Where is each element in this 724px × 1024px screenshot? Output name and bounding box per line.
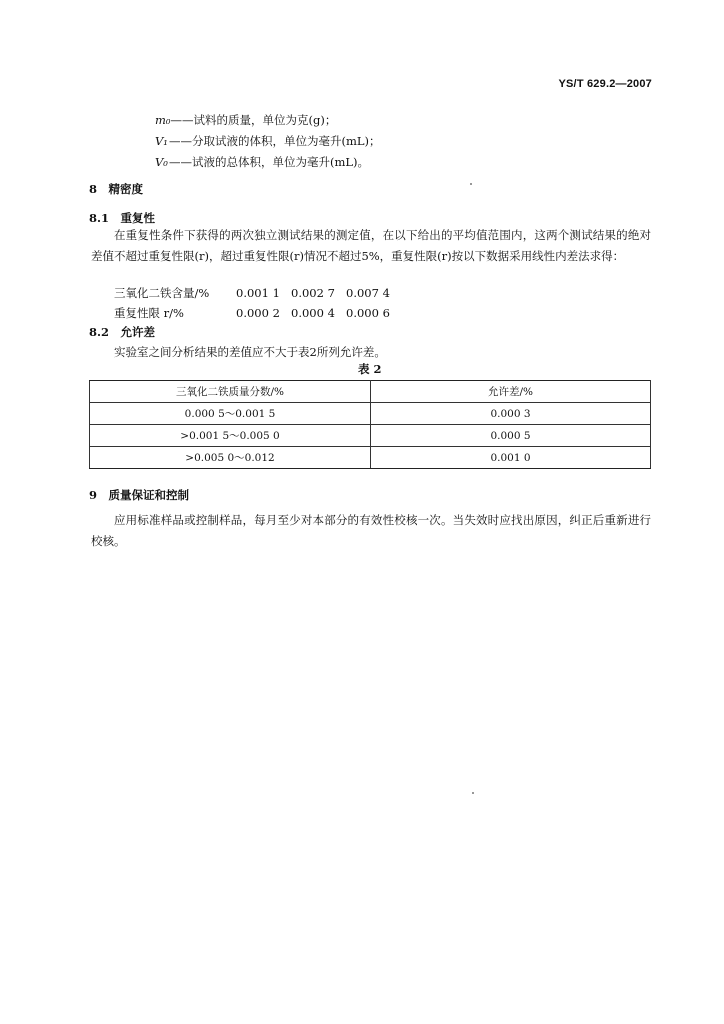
- table-header-row: [90, 381, 651, 403]
- variable-v1: [155, 133, 381, 149]
- section-8-2-heading: 8.2 允许差: [89, 325, 156, 339]
- section-8-heading: 8 精密度: [89, 182, 144, 196]
- section-9-heading: 9 质量保证和控制: [89, 488, 190, 502]
- table-cell: >0.001 5～0.005 0: [90, 425, 371, 447]
- variable-symbol: V₀: [155, 155, 168, 169]
- repeatability-label: 重复性限 r/%: [114, 306, 184, 320]
- variable-definition: ——试液的总体积，单位为毫升(mL)。: [169, 155, 370, 169]
- content-label: 三氧化二铁含量/%: [114, 286, 210, 300]
- table-cell: 0.000 5: [371, 425, 651, 447]
- scan-speck: [470, 183, 472, 185]
- repeatability-value: 0.000 2: [236, 306, 280, 320]
- quality-control-paragraph: 应用标准样品或控制样品，每月至少对本部分的有效性校核一次。当失效时应找出原因，纠正后重新进行校核。: [91, 513, 651, 548]
- table-header-cell: 允许差/%: [371, 381, 651, 403]
- table-cell: 0.001 0: [371, 447, 651, 469]
- content-row: [114, 285, 401, 301]
- table-row: [90, 447, 651, 469]
- table-header-cell: 三氧化二铁质量分数/%: [90, 381, 371, 403]
- table-cell: >0.005 0～0.012: [90, 447, 371, 469]
- tolerance-paragraph: 实验室之间分析结果的差值应不大于表2所列允许差。: [114, 345, 386, 359]
- variable-m0: [155, 112, 336, 128]
- repeatability-limit-row: [114, 305, 401, 321]
- table-row: [90, 425, 651, 447]
- variable-symbol: m₀: [155, 113, 171, 127]
- variable-definition: ——分取试液的体积，单位为毫升(mL)；: [169, 134, 381, 148]
- content-value: 0.002 7: [291, 286, 335, 300]
- table-cell: 0.000 3: [371, 403, 651, 425]
- content-value: 0.007 4: [346, 286, 390, 300]
- tolerance-table: [89, 380, 651, 469]
- section-8-1-heading: 8.1 重复性: [89, 211, 156, 225]
- variable-symbol: V₁: [155, 134, 168, 148]
- standard-code: YS/T 629.2—2007: [558, 78, 652, 90]
- repeatability-value: 0.000 4: [291, 306, 335, 320]
- content-value: 0.001 1: [236, 286, 280, 300]
- repeatability-value: 0.000 6: [346, 306, 390, 320]
- scan-speck: [472, 792, 474, 794]
- table-caption: 表 2: [358, 362, 382, 376]
- variable-v0: [155, 154, 369, 170]
- table-row: [90, 403, 651, 425]
- repeatability-paragraph: 在重复性条件下获得的两次独立测试结果的测定值，在以下给出的平均值范围内，这两个测试结果的绝对差值不超过重复性限(r)，超过重复性限(r)情况不超过5%，重复性限(r)按以下数据采用线性内差法求得：: [91, 228, 651, 263]
- variable-definition: ——试料的质量，单位为克(g)；: [170, 113, 337, 127]
- table-cell: 0.000 5～0.001 5: [90, 403, 371, 425]
